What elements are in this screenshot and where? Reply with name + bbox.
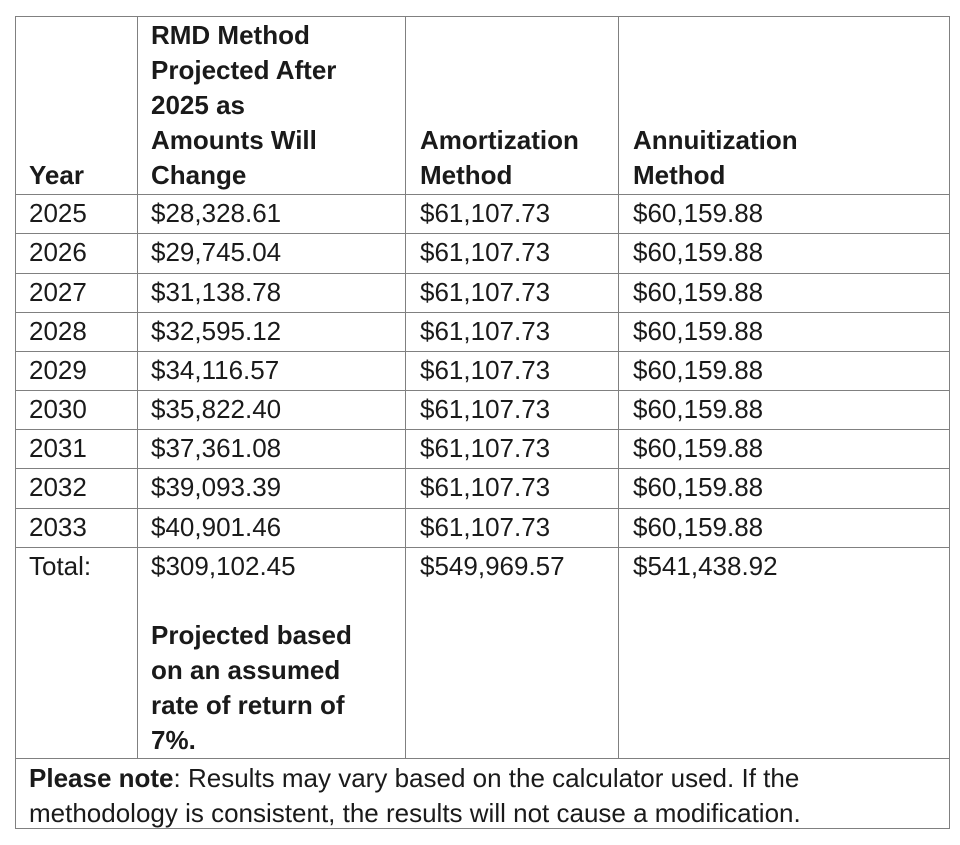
header-annuitization-line: Annuitization	[633, 125, 798, 155]
header-amortization-line: Method	[420, 160, 513, 190]
annuitization-cell: $60,159.88	[633, 394, 764, 424]
amortization-cell: $61,107.73	[420, 198, 551, 228]
rmd-comparison-table	[15, 16, 950, 829]
amortization-cell: $61,107.73	[420, 355, 551, 385]
rmd-cell: $35,822.40	[151, 394, 282, 424]
row-divider	[16, 758, 949, 759]
please-note-text-1: : Results may vary based on the calculator used. If the	[173, 763, 800, 793]
rmd-footnote-line: 7%.	[151, 725, 196, 755]
rmd-footnote-line: rate of return of	[151, 690, 345, 720]
header-rmd-line: Projected After	[151, 55, 337, 85]
rmd-cell: $29,745.04	[151, 237, 282, 267]
rmd-cell: $34,116.57	[151, 355, 280, 385]
year-cell: 2030	[29, 394, 87, 424]
rmd-cell: $37,361.08	[151, 433, 282, 463]
total-label: Total:	[29, 551, 92, 581]
header-amortization-line: Amortization	[420, 125, 579, 155]
annuitization-cell: $60,159.88	[633, 316, 764, 346]
header-year: Year	[29, 160, 84, 190]
header-rmd-line: Change	[151, 160, 247, 190]
annuitization-cell: $60,159.88	[633, 277, 764, 307]
amortization-cell: $61,107.73	[420, 237, 551, 267]
annuitization-cell: $60,159.88	[633, 472, 764, 502]
amortization-cell: $61,107.73	[420, 394, 551, 424]
year-cell: 2031	[29, 433, 87, 463]
row-divider	[16, 194, 949, 195]
row-divider	[16, 273, 949, 274]
row-divider	[16, 390, 949, 391]
rmd-cell: $32,595.12	[151, 316, 282, 346]
annuitization-cell: $60,159.88	[633, 355, 764, 385]
column-divider	[405, 17, 406, 758]
column-divider	[618, 17, 619, 758]
annuitization-cell: $60,159.88	[633, 198, 764, 228]
please-note-line-2: methodology is consistent, the results will not cause a modification.	[29, 798, 801, 828]
rmd-cell: $31,138.78	[151, 277, 282, 307]
row-divider	[16, 508, 949, 509]
annuitization-cell: $60,159.88	[633, 512, 764, 542]
total-rmd: $309,102.45	[151, 551, 296, 581]
amortization-cell: $61,107.73	[420, 316, 551, 346]
rmd-footnote-line: on an assumed	[151, 655, 341, 685]
please-note-line-1	[29, 761, 944, 796]
year-cell: 2029	[29, 355, 87, 385]
column-divider	[137, 17, 138, 758]
annuitization-cell: $60,159.88	[633, 237, 764, 267]
row-divider	[16, 312, 949, 313]
year-cell: 2028	[29, 316, 87, 346]
row-divider	[16, 351, 949, 352]
rmd-cell: $39,093.39	[151, 472, 282, 502]
row-divider	[16, 547, 949, 548]
amortization-cell: $61,107.73	[420, 433, 551, 463]
rmd-cell: $28,328.61	[151, 198, 282, 228]
header-rmd-line: 2025 as	[151, 90, 245, 120]
amortization-cell: $61,107.73	[420, 512, 551, 542]
year-cell: 2026	[29, 237, 87, 267]
rmd-cell: $40,901.46	[151, 512, 282, 542]
year-cell: 2033	[29, 512, 87, 542]
amortization-cell: $61,107.73	[420, 277, 551, 307]
amortization-cell: $61,107.73	[420, 472, 551, 502]
year-cell: 2032	[29, 472, 87, 502]
header-annuitization-line: Method	[633, 160, 726, 190]
total-amortization: $549,969.57	[420, 551, 565, 581]
year-cell: 2027	[29, 277, 87, 307]
please-note-label: Please note	[29, 763, 174, 793]
rmd-footnote-line: Projected based	[151, 620, 352, 650]
row-divider	[16, 468, 949, 469]
please-note	[29, 761, 944, 831]
annuitization-cell: $60,159.88	[633, 433, 764, 463]
header-rmd-line: RMD Method	[151, 20, 310, 50]
row-divider	[16, 429, 949, 430]
total-annuitization: $541,438.92	[633, 551, 778, 581]
year-cell: 2025	[29, 198, 87, 228]
row-divider	[16, 233, 949, 234]
header-rmd-line: Amounts Will	[151, 125, 317, 155]
